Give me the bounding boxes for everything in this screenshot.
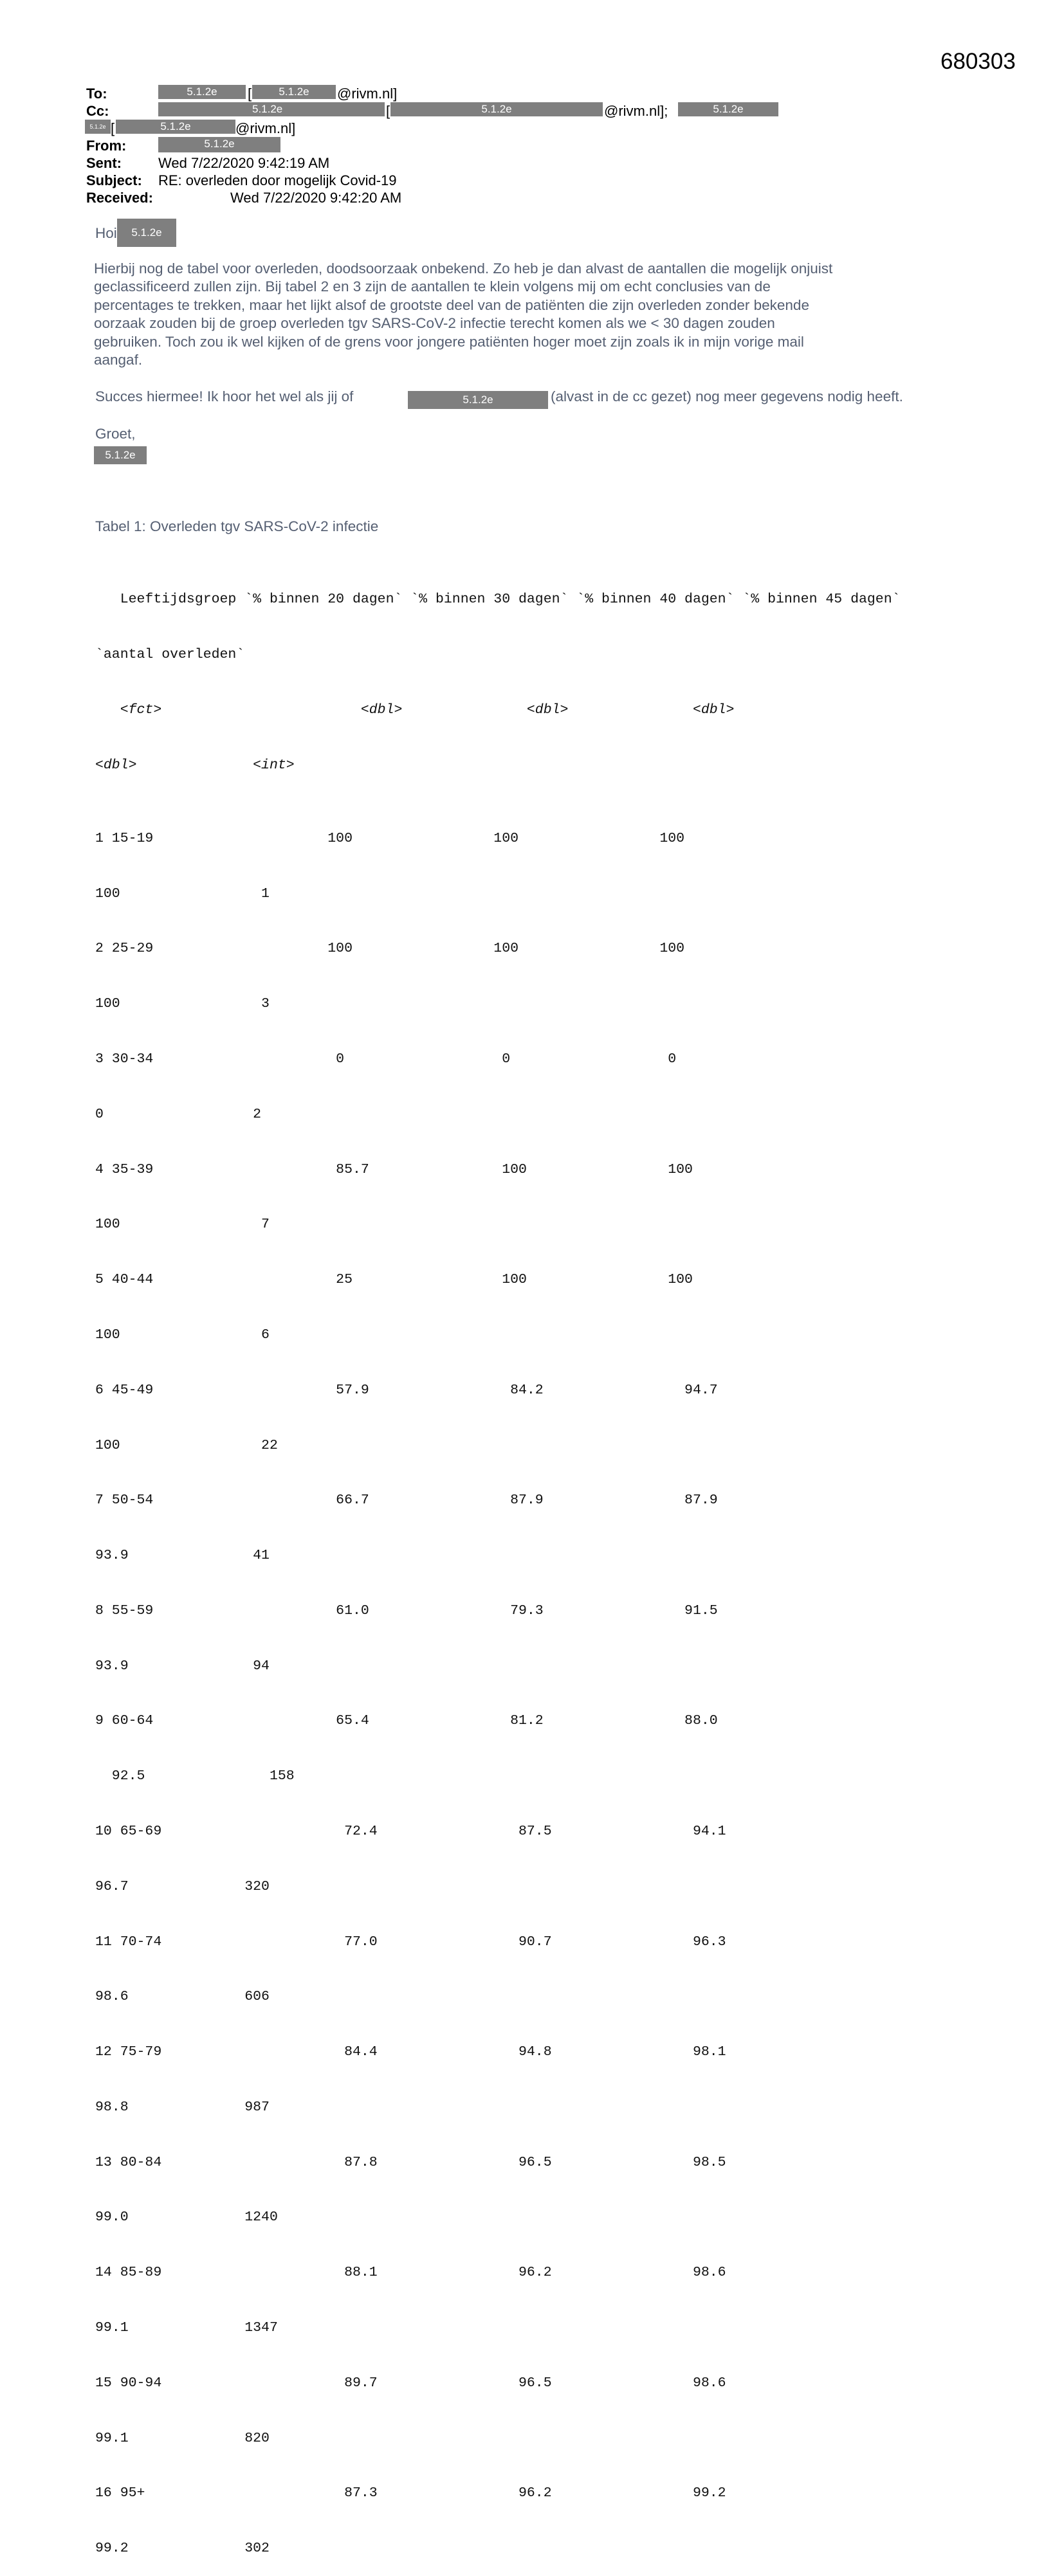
table-row: 6 45-49 57.9 84.2 94.7 [95, 1382, 718, 1398]
table-row: 7 50-54 66.7 87.9 87.9 [95, 1492, 718, 1509]
table-row: 10 65-69 72.4 87.5 94.1 [95, 1823, 726, 1839]
table-row: 8 55-59 61.0 79.3 91.5 [95, 1602, 718, 1619]
table-row: 100 3 [95, 996, 270, 1012]
paragraph-line: percentages te trekken, maar het lijkt alsof de grootste deel van de patiënten die zijn overleden zonder bekende [94, 296, 809, 313]
table-row: 100 22 [95, 1437, 278, 1453]
table-row: 98.8 987 [95, 2099, 270, 2115]
redaction-box: 5.1.2e [678, 102, 778, 116]
table-row: 12 75-79 84.4 94.8 98.1 [95, 2044, 726, 2060]
redaction-box: 5.1.2e [158, 137, 280, 152]
table-row: 4 35-39 85.7 100 100 [95, 1161, 693, 1177]
paragraph-line: geclassificeerd zullen zijn. Bij tabel 2 en 3 zijn de aantallen te klein volgens mij om echt conclusies van de [94, 278, 771, 295]
bracket: [ [111, 120, 115, 136]
table-type-line: <fct> <dbl> <dbl> <dbl> [95, 702, 735, 718]
to-domain: @rivm.nl] [337, 86, 398, 102]
table-type-line: <dbl> <int> [95, 757, 295, 773]
table-header-line: Leeftijdsgroep `% binnen 20 dagen` `% binnen 30 dagen` `% binnen 40 dagen` `% binnen 45 dagen` [95, 592, 901, 608]
table-row: 1 15-19 100 100 100 [95, 830, 685, 846]
document-number: 680303 [940, 49, 1016, 74]
table-row: 100 7 [95, 1217, 270, 1233]
closing: Groet, [95, 426, 136, 442]
table-row: 3 30-34 0 0 0 [95, 1051, 677, 1067]
to-label: To: [86, 86, 107, 102]
table-row: 99.0 1240 [95, 2209, 278, 2226]
redaction-box: 5.1.2e [252, 85, 336, 99]
received-label: Received: [86, 190, 153, 206]
table-row: 99.1 820 [95, 2430, 270, 2446]
table-row: 93.9 94 [95, 1658, 270, 1674]
cc-domain: @rivm.nl] [235, 120, 296, 136]
table-row: 98.6 606 [95, 1989, 270, 2005]
subject-value: RE: overleden door mogelijk Covid-19 [158, 172, 397, 188]
subject-label: Subject: [86, 172, 142, 188]
table-row: 2 25-29 100 100 100 [95, 941, 685, 957]
table-row: 16 95+ 87.3 96.2 99.2 [95, 2485, 726, 2501]
table-row: 99.2 302 [95, 2541, 270, 2557]
redaction-box: 5.1.2e [408, 391, 548, 409]
paragraph-after-redaction: (alvast in de cc gezet) nog meer gegevens nodig heeft. [551, 388, 903, 404]
table-title: Tabel 1: Overleden tgv SARS-CoV-2 infectie [95, 518, 379, 534]
bracket: [ [386, 103, 390, 119]
table-row: 15 90-94 89.7 96.5 98.6 [95, 2375, 726, 2391]
cc-label: Cc: [86, 103, 109, 119]
paragraph-line: aangaf. [94, 352, 143, 368]
redaction-box: 5.1.2e [390, 102, 603, 116]
table-row: 0 2 [95, 1106, 262, 1122]
table-row: 100 6 [95, 1327, 270, 1343]
sent-value: Wed 7/22/2020 9:42:19 AM [158, 155, 330, 171]
bracket: [ [248, 86, 252, 102]
redaction-box: 5.1.2e [94, 446, 147, 464]
paragraph-before-redaction: Succes hiermee! Ik hoor het wel als jij of [95, 388, 354, 404]
redaction-box: 5.1.2e [158, 85, 246, 99]
table-row: 96.7 320 [95, 1878, 270, 1894]
table-row: 5 40-44 25 100 100 [95, 1272, 693, 1288]
from-label: From: [86, 138, 127, 154]
redaction-box: 5.1.2e [158, 102, 385, 116]
table-row: 11 70-74 77.0 90.7 96.3 [95, 1934, 726, 1950]
redaction-box: 5.1.2e [117, 219, 176, 247]
sent-label: Sent: [86, 155, 122, 171]
paragraph-line: oorzaak zouden bij de groep overleden tgv SARS-CoV-2 infectie terecht komen als we < 30 dagen zouden [94, 315, 775, 332]
greeting: Hoi [95, 225, 117, 241]
table-row: 92.5 158 [95, 1768, 295, 1784]
table-block [95, 554, 901, 2576]
cc-domain: @rivm.nl]; [604, 103, 668, 119]
table-row: 100 1 [95, 885, 270, 902]
table-row: 14 85-89 88.1 96.2 98.6 [95, 2265, 726, 2281]
table-row: 13 80-84 87.8 96.5 98.5 [95, 2154, 726, 2170]
paragraph-line: Hierbij nog de tabel voor overleden, doodsoorzaak onbekend. Zo heb je dan alvast de aantallen die mogelijk onjuist [94, 260, 833, 277]
table-header-line: `aantal overleden` [95, 646, 245, 662]
table-row: 93.9 41 [95, 1548, 270, 1564]
table-row: 99.1 1347 [95, 2320, 278, 2336]
redaction-box: 5.1.2e [85, 120, 111, 134]
redaction-box: 5.1.2e [116, 120, 235, 134]
received-value: Wed 7/22/2020 9:42:20 AM [230, 190, 402, 206]
paragraph-line: gebruiken. Toch zou ik wel kijken of de grens voor jongere patiënten hoger moet zijn zoals ik in mijn vorige mail [94, 333, 804, 350]
body-paragraph [94, 260, 995, 369]
table-row: 9 60-64 65.4 81.2 88.0 [95, 1713, 718, 1729]
